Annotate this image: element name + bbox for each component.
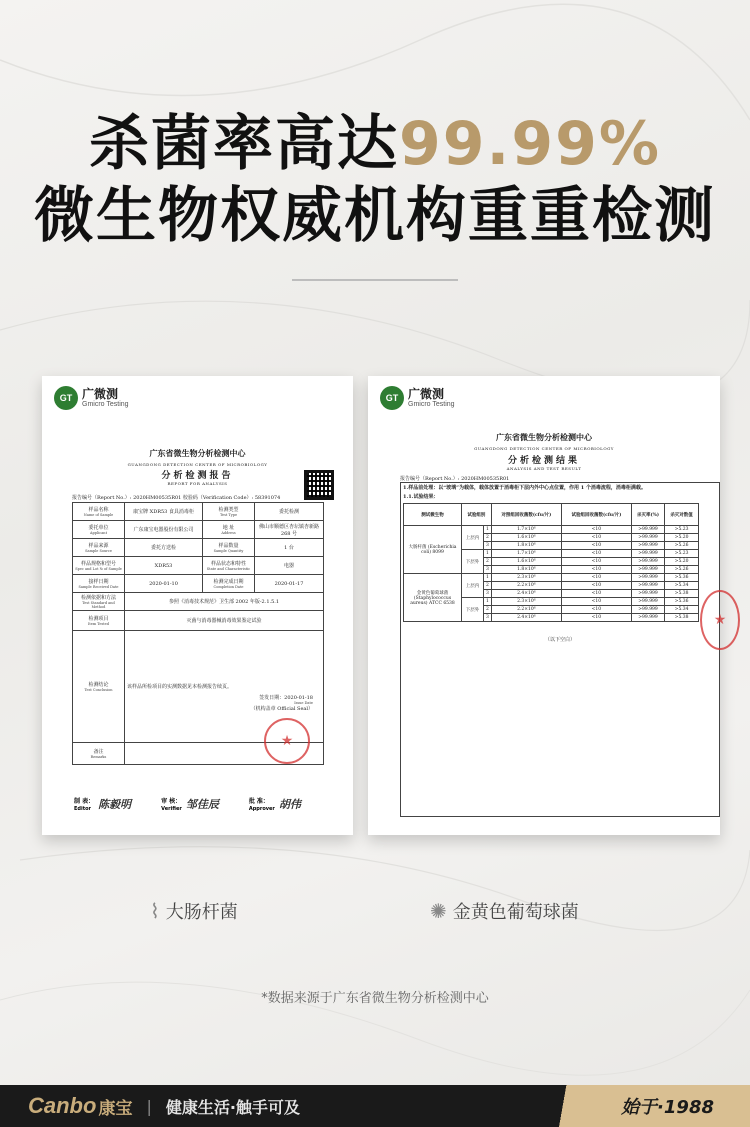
results-cell: 1 [484,526,492,534]
results-cell: >99.999 [631,534,664,542]
results-cell: <10 [561,598,631,606]
items-label: 检测项目 [88,616,109,622]
position-label: 上层内 [462,574,484,598]
results-cell: >5.20 [665,558,699,566]
results-cell: 2.2×10⁶ [491,582,561,590]
slogan: 健康生活·触手可及 [165,1097,300,1117]
results-cell: >5.23 [665,550,699,558]
results-cell: >99.999 [631,606,664,614]
conclusion-label-en: Test Conclusion [84,688,113,692]
approver-scribble: 胡伟 [278,798,301,811]
results-cell: >5.36 [665,598,699,606]
items-label-en: Item Tested [88,622,109,626]
verifier-signature [161,796,219,812]
form-value: 佛山市顺德区杏坛镇杏新路 268 号 [255,521,324,539]
footer-bar [0,1085,750,1127]
results-cell: 1.7×10⁶ [491,526,561,534]
form-value: 康宝牌 XDR53 食具消毒柜 [125,503,203,521]
divider [292,279,458,281]
results-section-title: 1.1.试验结果： [403,494,439,500]
position-label: 下层外 [462,598,484,622]
center-name: 广东省微生物分析检测中心 [496,432,592,442]
results-cell: 2 [484,558,492,566]
blank-note: （以下空白） [544,637,575,643]
conclusion-value: 该样品所检项目的实测数据见本检测报告续页。 [127,684,233,690]
form-row [73,557,324,575]
stamp-star-icon: ★ [713,612,727,628]
stamp-star-icon: ★ [280,733,294,749]
form-value: 电器 [255,557,324,575]
results-cell: >5.20 [665,534,699,542]
editor-scribble: 陈毅明 [98,798,132,811]
form-label-en: Sample Received Date [78,585,119,589]
results-header-cell: 杀灭对数值 [665,504,699,526]
results-cell: 2.4×10⁶ [491,614,561,622]
results-header-cell: 试验组回收菌数(cfu/片) [561,504,631,526]
form-row [73,575,324,593]
headline-prefix: 杀菌率高达 [89,109,400,179]
logo-en: Gmicro Testing [82,400,129,408]
report-cover-sheet [42,376,353,835]
results-header-cell: 杀灭率(%) [631,504,664,526]
results-cell: <10 [561,550,631,558]
doc-title: 分析检测结果 [507,456,580,466]
results-cell: >5.26 [665,566,699,574]
form-label-en: Address [221,531,236,535]
results-cell: >99.999 [631,566,664,574]
form-row [73,539,324,557]
report-result-sheet [368,376,720,835]
results-row [404,526,699,534]
results-cell: <10 [561,542,631,550]
form-label: 样品来源 [88,543,109,549]
results-cell: >99.999 [631,582,664,590]
logo-en: Gmicro Testing [408,400,455,408]
form-label-en: State and Characteristic [206,567,251,571]
results-cell: >5.34 [665,606,699,614]
gt-logo-icon: GT [54,386,78,410]
results-cell: >5.26 [665,542,699,550]
results-cell: <10 [561,590,631,598]
results-cell: 2 [484,606,492,614]
results-cell: 1 [484,550,492,558]
footer-separator: | [146,1096,152,1116]
results-cell: <10 [561,574,631,582]
form-label: 样品名称 [88,507,109,513]
brand-logo: Canbo [28,1093,97,1118]
results-cell: >5.38 [665,590,699,598]
center-name: 广东省微生物分析检测中心 [149,448,246,458]
form-label: 检测类型 [218,507,239,513]
results-cell: 1 [484,574,492,582]
results-header-cell: 测试微生物 [404,504,462,526]
report-number: 报告编号（Report No.）: 2020HM00535R01 校验码（Verification Code）: 58391074 [72,495,281,501]
results-cell: 1.7×10⁶ [491,550,561,558]
results-cell: 3 [484,614,492,622]
pretreatment-note: 1.样品前处理：以“玻璃”为载体，载体放置于消毒柜下层内外中心点位置，作用 1 个消毒流程，消毒柜满载。 [403,485,646,491]
gt-logo-icon: GT [380,386,404,410]
since-text: 始于·1988 [621,1097,714,1118]
form-label: 接样日期 [88,579,109,585]
results-cell: 2 [484,534,492,542]
form-row [73,503,324,521]
results-cell: 2.4×10⁶ [491,590,561,598]
results-cell: <10 [561,566,631,574]
results-cell: <10 [561,534,631,542]
results-cell: 2.2×10⁶ [491,606,561,614]
results-cell: <10 [561,558,631,566]
results-cell: 1 [484,598,492,606]
standard-value: 参照《消毒技术规范》卫生部 2002 年版-2.1.5.1 [125,593,324,611]
legend-ecoli [150,898,238,924]
conclusion-label: 检测结论 [88,682,109,688]
items-value: 灭菌与消毒器械消毒效果鉴定试验 [125,611,324,631]
results-cell: >99.999 [631,550,664,558]
official-seal-label: （机构盖章 Official Seal） [250,706,313,712]
bacillus-icon: ⌇ [150,899,160,923]
coccus-icon: ✺ [430,899,447,923]
results-cell: >5.36 [665,574,699,582]
legend-ecoli-label: 大肠杆菌 [165,902,238,923]
doc-title-en: REPORT FOR ANALYSIS [167,481,228,486]
results-cell: >5.34 [665,582,699,590]
results-cell: 3 [484,566,492,574]
verifier-label-en: Verifier [161,806,182,812]
results-cell: 1.6×10⁶ [491,534,561,542]
result-frame [400,482,720,817]
results-cell: <10 [561,582,631,590]
lab-logo [380,386,455,410]
results-cell: >99.999 [631,558,664,566]
remarks-label: 备注 [93,749,104,755]
form-value: 委托检测 [255,503,324,521]
form-label: 样品状态和特性 [210,561,246,567]
form-value: 2020-01-17 [255,575,324,593]
results-cell: >5.23 [665,526,699,534]
position-label: 下层外 [462,550,484,574]
organism-name: 金黄色葡萄球菌 (Staphylococcus aureus) ATCC 6538 [404,574,462,622]
report-number: 报告编号（Report No.）: 2020HM00535R01 [400,476,510,482]
form-label: 检测完成日期 [213,579,244,585]
verifier-scribble: 邹佳辰 [185,798,219,811]
lab-logo [54,386,129,410]
results-cell: >99.999 [631,574,664,582]
form-value: 1 台 [255,539,324,557]
qr-code [304,470,334,500]
results-cell: <10 [561,606,631,614]
position-label: 上层内 [462,526,484,550]
form-label: 委托单位 [88,525,109,531]
logo-cn: 广微测 [408,387,445,402]
remarks-label-en: Remarks [90,755,107,759]
center-name-en: GUANGDONG DETECTION CENTER OF MICROBIOLOGY [127,462,268,467]
results-cell: >99.999 [631,542,664,550]
form-value: 广东康宝电器股份有限公司 [125,521,203,539]
results-cell: 1.8×10⁶ [491,566,561,574]
approver-label-en: Approver [248,806,275,812]
headline-accent-rate: 99.99% [399,109,661,179]
results-table [403,503,699,622]
form-row [73,521,324,539]
form-label: 样品规格和型号 [80,561,116,567]
doc-title: 分析检测报告 [161,471,234,481]
form-label-en: Test Type [219,513,238,517]
editor-label: 制 表： [74,798,95,805]
results-cell: 3 [484,590,492,598]
results-cell: <10 [561,614,631,622]
results-cell: 3 [484,542,492,550]
official-stamp [264,718,310,764]
form-value: XDR53 [125,557,203,575]
form-label-en: Name of Sample [83,513,114,517]
legend-staph-label: 金黄色葡萄球菌 [452,902,579,923]
since-badge [540,1085,750,1127]
editor-signature [74,796,131,812]
headline-line-2: 微生物权威机构重重检测 [34,181,716,251]
approver-label: 批 准： [248,798,269,805]
form-label-en: Completion Date [213,585,244,589]
results-cell: 1.6×10⁶ [491,558,561,566]
results-header-cell: 试验组别 [462,504,492,526]
issue-date-en: Issue Date [294,701,313,705]
form-label-en: Sample Quantity [213,549,244,553]
results-cell: 1.8×10⁶ [491,542,561,550]
results-row [404,574,699,582]
results-cell: 2.3×10⁶ [491,598,561,606]
form-label-en: Spec and Lot № of Sample [75,567,122,571]
results-cell: >99.999 [631,590,664,598]
signature-row [74,796,331,812]
standard-label-en: Test Standard and Method [82,601,115,609]
results-header-cell: 对照组回收菌数(cfu/片) [491,504,561,526]
form-label: 地 址 [222,525,235,531]
organism-name: 大肠杆菌 (Escherichia coli) 8099 [404,526,462,574]
form-label-en: Applicant [90,531,107,535]
results-cell: >99.999 [631,614,664,622]
results-cell: <10 [561,526,631,534]
results-cell: >5.38 [665,614,699,622]
form-value: 委托方送检 [125,539,203,557]
logo-cn: 广微测 [82,387,119,402]
form-value: 2020-01-10 [125,575,203,593]
results-cell: 2.3×10⁶ [491,574,561,582]
issue-date: 签发日期：2020-01-18 [259,695,313,701]
editor-label-en: Editor [74,806,91,812]
form-label: 样品数量 [218,543,239,549]
legend-staph [430,898,579,924]
data-source-note: *数据来源于广东省微生物分析检测中心 [261,991,489,1006]
results-cell: 2 [484,582,492,590]
form-label-en: Sample Source [85,549,112,553]
results-cell: >99.999 [631,598,664,606]
standard-label: 检测依据和方法 [80,595,116,601]
doc-title-en: ANALYSIS AND TEST RESULT [506,466,582,471]
center-name-en: GUANGDONG DETECTION CENTER OF MICROBIOLOGY [474,446,614,451]
brand-cn: 康宝 [98,1098,133,1119]
edge-stamp [700,590,740,650]
approver-signature [249,796,301,812]
results-cell: >99.999 [631,526,664,534]
verifier-label: 审 核： [161,798,182,805]
